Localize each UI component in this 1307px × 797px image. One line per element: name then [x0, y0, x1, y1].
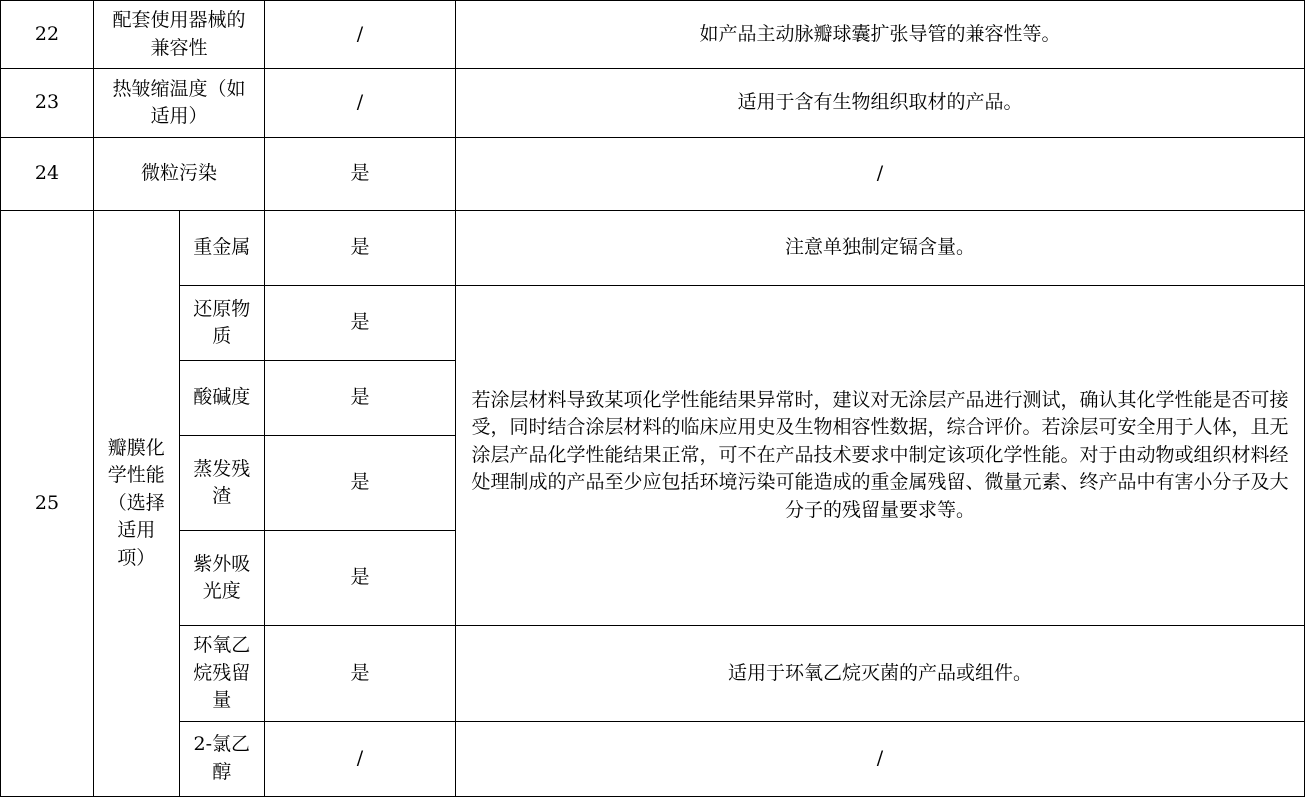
sub-item-name: 酸碱度: [179, 361, 265, 436]
sub-item-name: 紫外吸光度: [179, 531, 265, 626]
group-merged-note: 若涂层材料导致某项化学性能结果异常时，建议对无涂层产品进行测试，确认其化学性能是否可接受，同时结合涂层材料的临床应用史及生物相容性数据，综合评价。若涂层可安全用于人体，且无涂层产品化学性能结果正常，可不在产品技术要求中制定该项化学性能。对于由动物或组织材料经处理制成的产品至少应包括环境污染可能造成的重金属残留、微量元素、终产品中有害小分子及大分子的残留量要求等。: [456, 286, 1305, 626]
table-body: [1, 1, 1305, 797]
sub-item-name: 环氧乙烷残留量: [179, 626, 265, 722]
sub-item-name: 重金属: [179, 211, 265, 286]
table-row: [1, 138, 1305, 211]
row-number: 22: [1, 1, 94, 69]
row-note: /: [456, 721, 1305, 796]
row-note: 适用于环氧乙烷灭菌的产品或组件。: [456, 626, 1305, 722]
row-item-name: 热皱缩温度（如适用）: [94, 69, 265, 138]
row-requirement: /: [265, 1, 456, 69]
row-requirement: 是: [265, 626, 456, 722]
table-row: [1, 286, 1305, 361]
table-row: [1, 1, 1305, 69]
row-note: 适用于含有生物组织取材的产品。: [456, 69, 1305, 138]
row-requirement: 是: [265, 361, 456, 436]
table-row: [1, 721, 1305, 796]
row-item-name: 配套使用器械的兼容性: [94, 1, 265, 69]
row-requirement: 是: [265, 138, 456, 211]
table-row: [1, 626, 1305, 722]
row-item-name: 微粒污染: [94, 138, 265, 211]
row-requirement: 是: [265, 286, 456, 361]
sub-item-name: 2-氯乙醇: [179, 721, 265, 796]
row-note: 如产品主动脉瓣球囊扩张导管的兼容性等。: [456, 1, 1305, 69]
sub-item-name: 蒸发残渣: [179, 436, 265, 531]
row-number: 23: [1, 69, 94, 138]
row-note: 注意单独制定镉含量。: [456, 211, 1305, 286]
table-row: [1, 211, 1305, 286]
table-row: [1, 69, 1305, 138]
group-row-number: 25: [1, 211, 94, 797]
group-item-name: 瓣膜化学性能（选择适用项）: [94, 211, 180, 797]
row-requirement: /: [265, 721, 456, 796]
row-requirement: 是: [265, 211, 456, 286]
row-requirement: /: [265, 69, 456, 138]
row-requirement: 是: [265, 436, 456, 531]
sub-item-name: 还原物质: [179, 286, 265, 361]
row-number: 24: [1, 138, 94, 211]
row-note: /: [456, 138, 1305, 211]
row-requirement: 是: [265, 531, 456, 626]
